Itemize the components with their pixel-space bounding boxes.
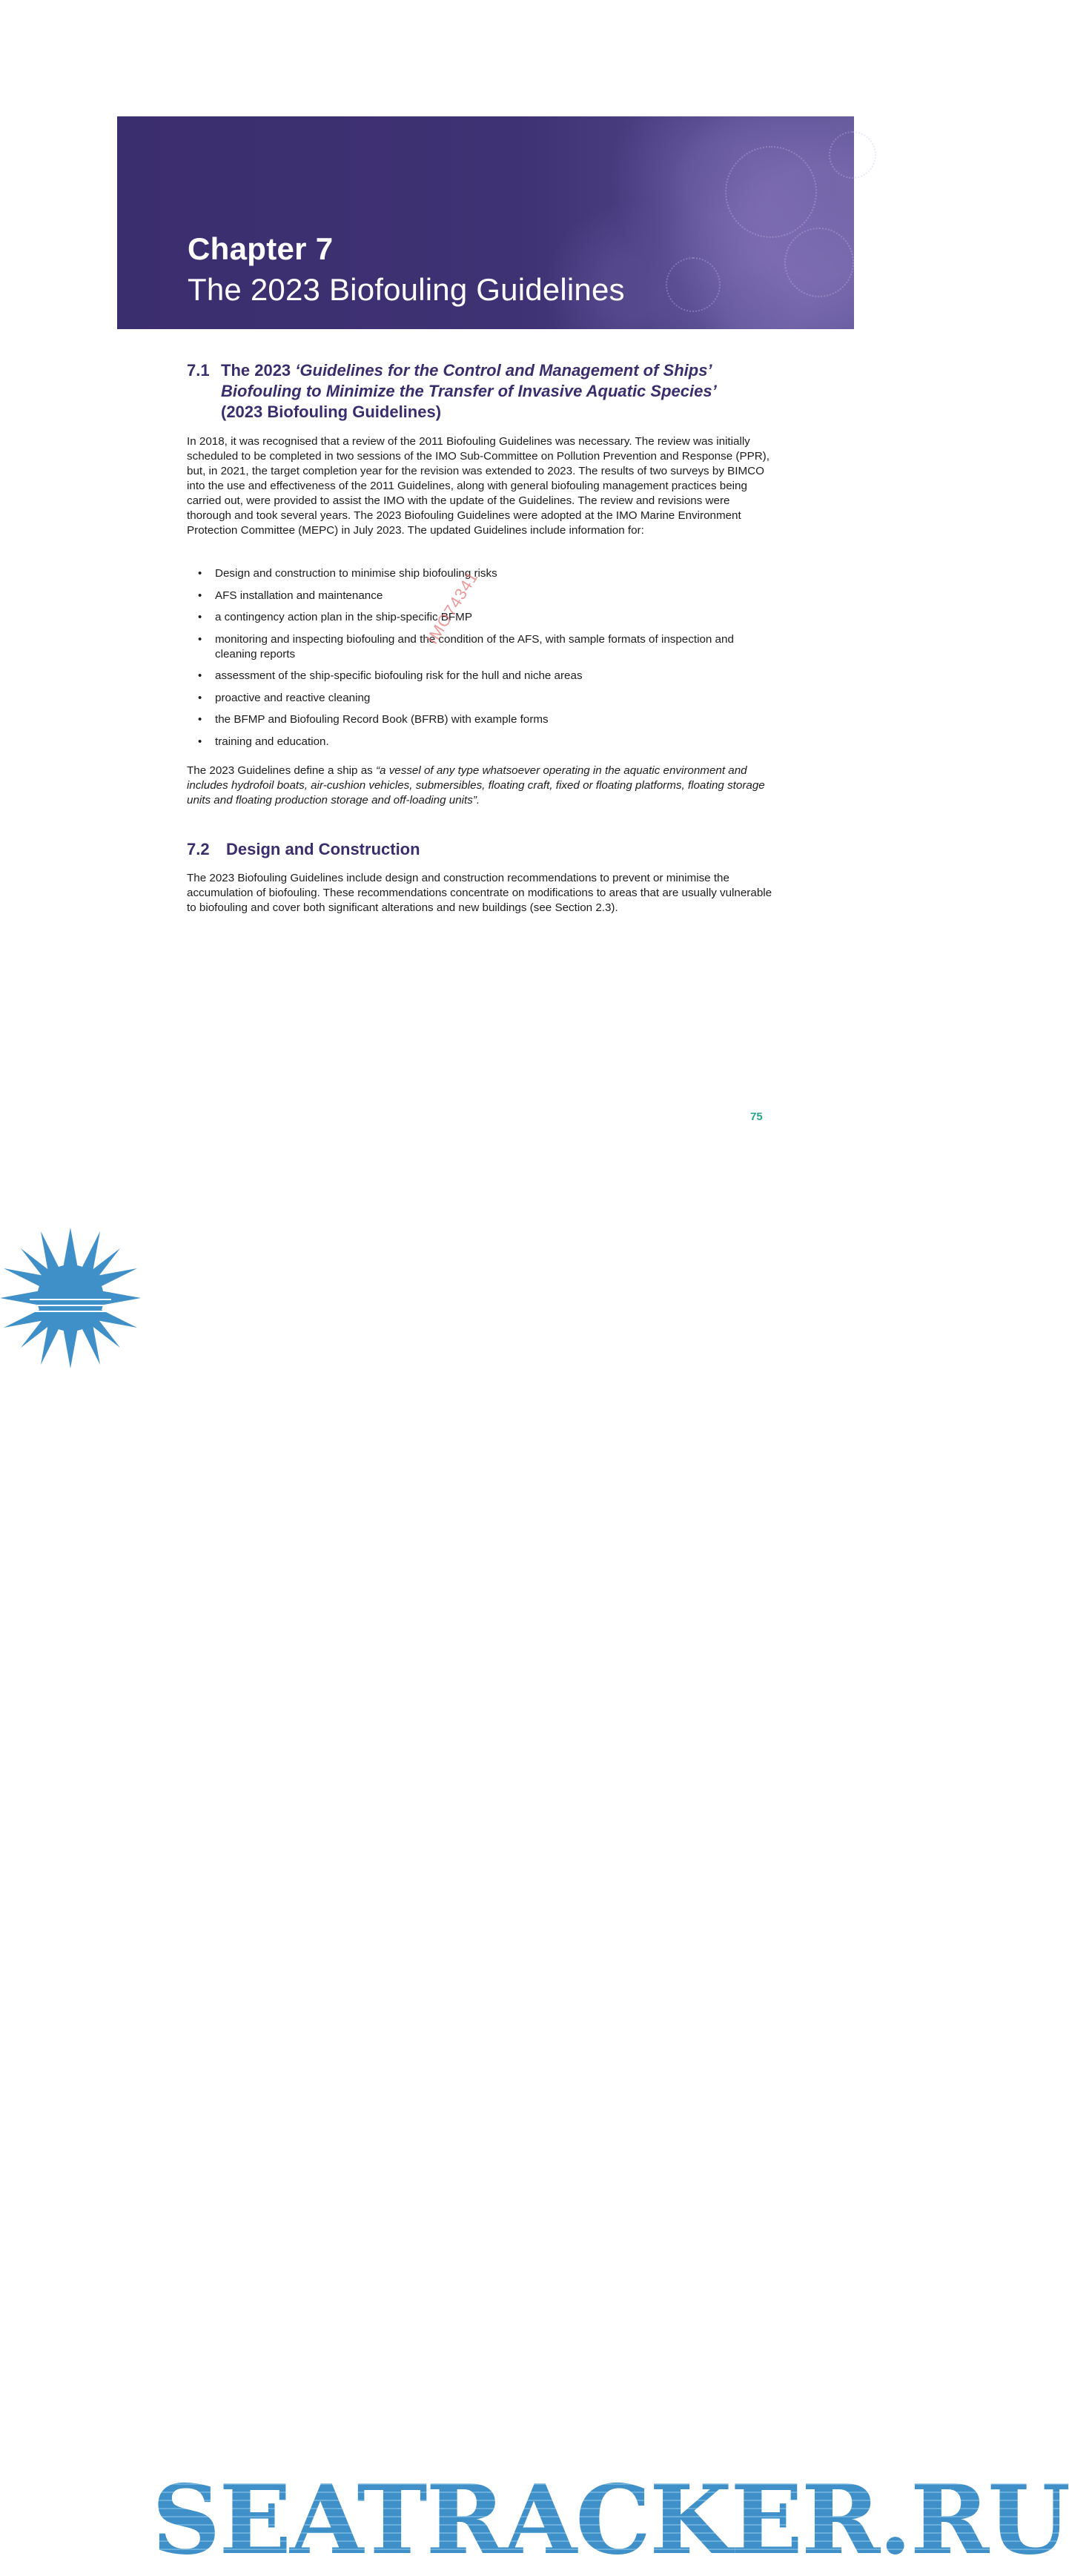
site-name: SEATRACKER.RU (152, 2465, 1069, 2576)
section-title (221, 360, 770, 423)
decorative-cell (784, 228, 854, 297)
list-item (187, 735, 772, 749)
chapter-banner (117, 116, 854, 329)
list-item (187, 589, 772, 603)
section-number: 7.2 (187, 840, 210, 858)
list-item-text: AFS installation and maintenance (215, 589, 383, 602)
section-number: 7.1 (187, 361, 210, 380)
bullet-icon: • (198, 669, 202, 682)
decorative-cell (666, 257, 721, 312)
section-title-italic-2: Biofouling to Minimize the Transfer of Invasive Aquatic Species’ (221, 382, 717, 400)
page-number: 75 (750, 1110, 763, 1123)
site-footer (0, 1223, 1069, 2576)
section-title: Design and Construction (226, 840, 420, 858)
definition-quote: “a vessel of any type whatsoever operating in the aquatic environment and includes hydrofoil boats, air-cushion vehicles, submersibles, floating craft, fixed or floating platforms, floating storage units and floating production storage and off-loading units”. (187, 764, 765, 807)
list-item (187, 610, 772, 625)
bullet-icon: • (198, 713, 202, 726)
bullet-icon: • (198, 589, 202, 602)
section-title-italic-1: ‘Guidelines for the Control and Management of Ships’ (295, 361, 712, 380)
list-item-text: Design and construction to minimise ship biofouling risks (215, 567, 497, 580)
list-item-text: training and education. (215, 735, 329, 748)
list-item-text: monitoring and inspecting biofouling and the condition of the AFS, with sample formats of inspection and cleaning reports (215, 632, 734, 660)
chapter-title: The 2023 Biofouling Guidelines (188, 272, 625, 307)
bullet-icon: • (198, 691, 202, 704)
decorative-cell (725, 146, 817, 238)
list-item (187, 712, 772, 727)
chapter-label: Chapter 7 (188, 231, 334, 266)
guideline-topics-list (187, 566, 772, 756)
list-item (187, 691, 772, 706)
list-item-text: proactive and reactive cleaning (215, 691, 371, 704)
ship-definition-paragraph (187, 764, 772, 808)
design-construction-paragraph: The 2023 Biofouling Guidelines include design and construction recommendations to prevent or minimise the accumulation of biofouling. These recommendations concentrate on modifications to areas that are usually vulnerable to biofouling and cover both significant alterations and new buildings (see Section 2.3). (187, 872, 772, 914)
intro-paragraph: In 2018, it was recognised that a review of the 2011 Biofouling Guidelines was necessary. The review was initially scheduled to be completed in two sessions of the IMO Sub-Committee on Pollution Prevention and Response (PPR), but, in 2021, the target completion year for the revision was extended to 2023. The results of two surveys by BIMCO into the use and effectiveness of the 2011 Guidelines, along with general biofouling management practices being carried out, were provided to assist the IMO with the update of the Guidelines. The review and revisions were thorough and took several years. The 2023 Biofouling Guidelines were adopted at the IMO Marine Environment Protection Committee (MEPC) in July 2023. The updated Guidelines include information for: (187, 435, 770, 537)
watermark: IMO74341 (423, 568, 482, 648)
list-item-text: assessment of the ship-specific biofouling risk for the hull and niche areas (215, 669, 583, 682)
section-title-prefix: The 2023 (221, 361, 296, 380)
sun-icon (0, 1228, 148, 1368)
list-item (187, 632, 772, 662)
definition-lead: The 2023 Guidelines define a ship as (187, 764, 376, 777)
bullet-icon: • (198, 567, 202, 580)
list-item-text: a contingency action plan in the ship-specific BFMP (215, 611, 472, 623)
list-item-text: the BFMP and Biofouling Record Book (BFRB) with example forms (215, 713, 549, 726)
bullet-icon: • (198, 632, 202, 646)
bullet-icon: • (198, 735, 202, 748)
bullet-icon: • (198, 611, 202, 623)
section-title-suffix: (2023 Biofouling Guidelines) (221, 403, 442, 421)
list-item (187, 669, 772, 683)
decorative-cell (829, 131, 876, 179)
